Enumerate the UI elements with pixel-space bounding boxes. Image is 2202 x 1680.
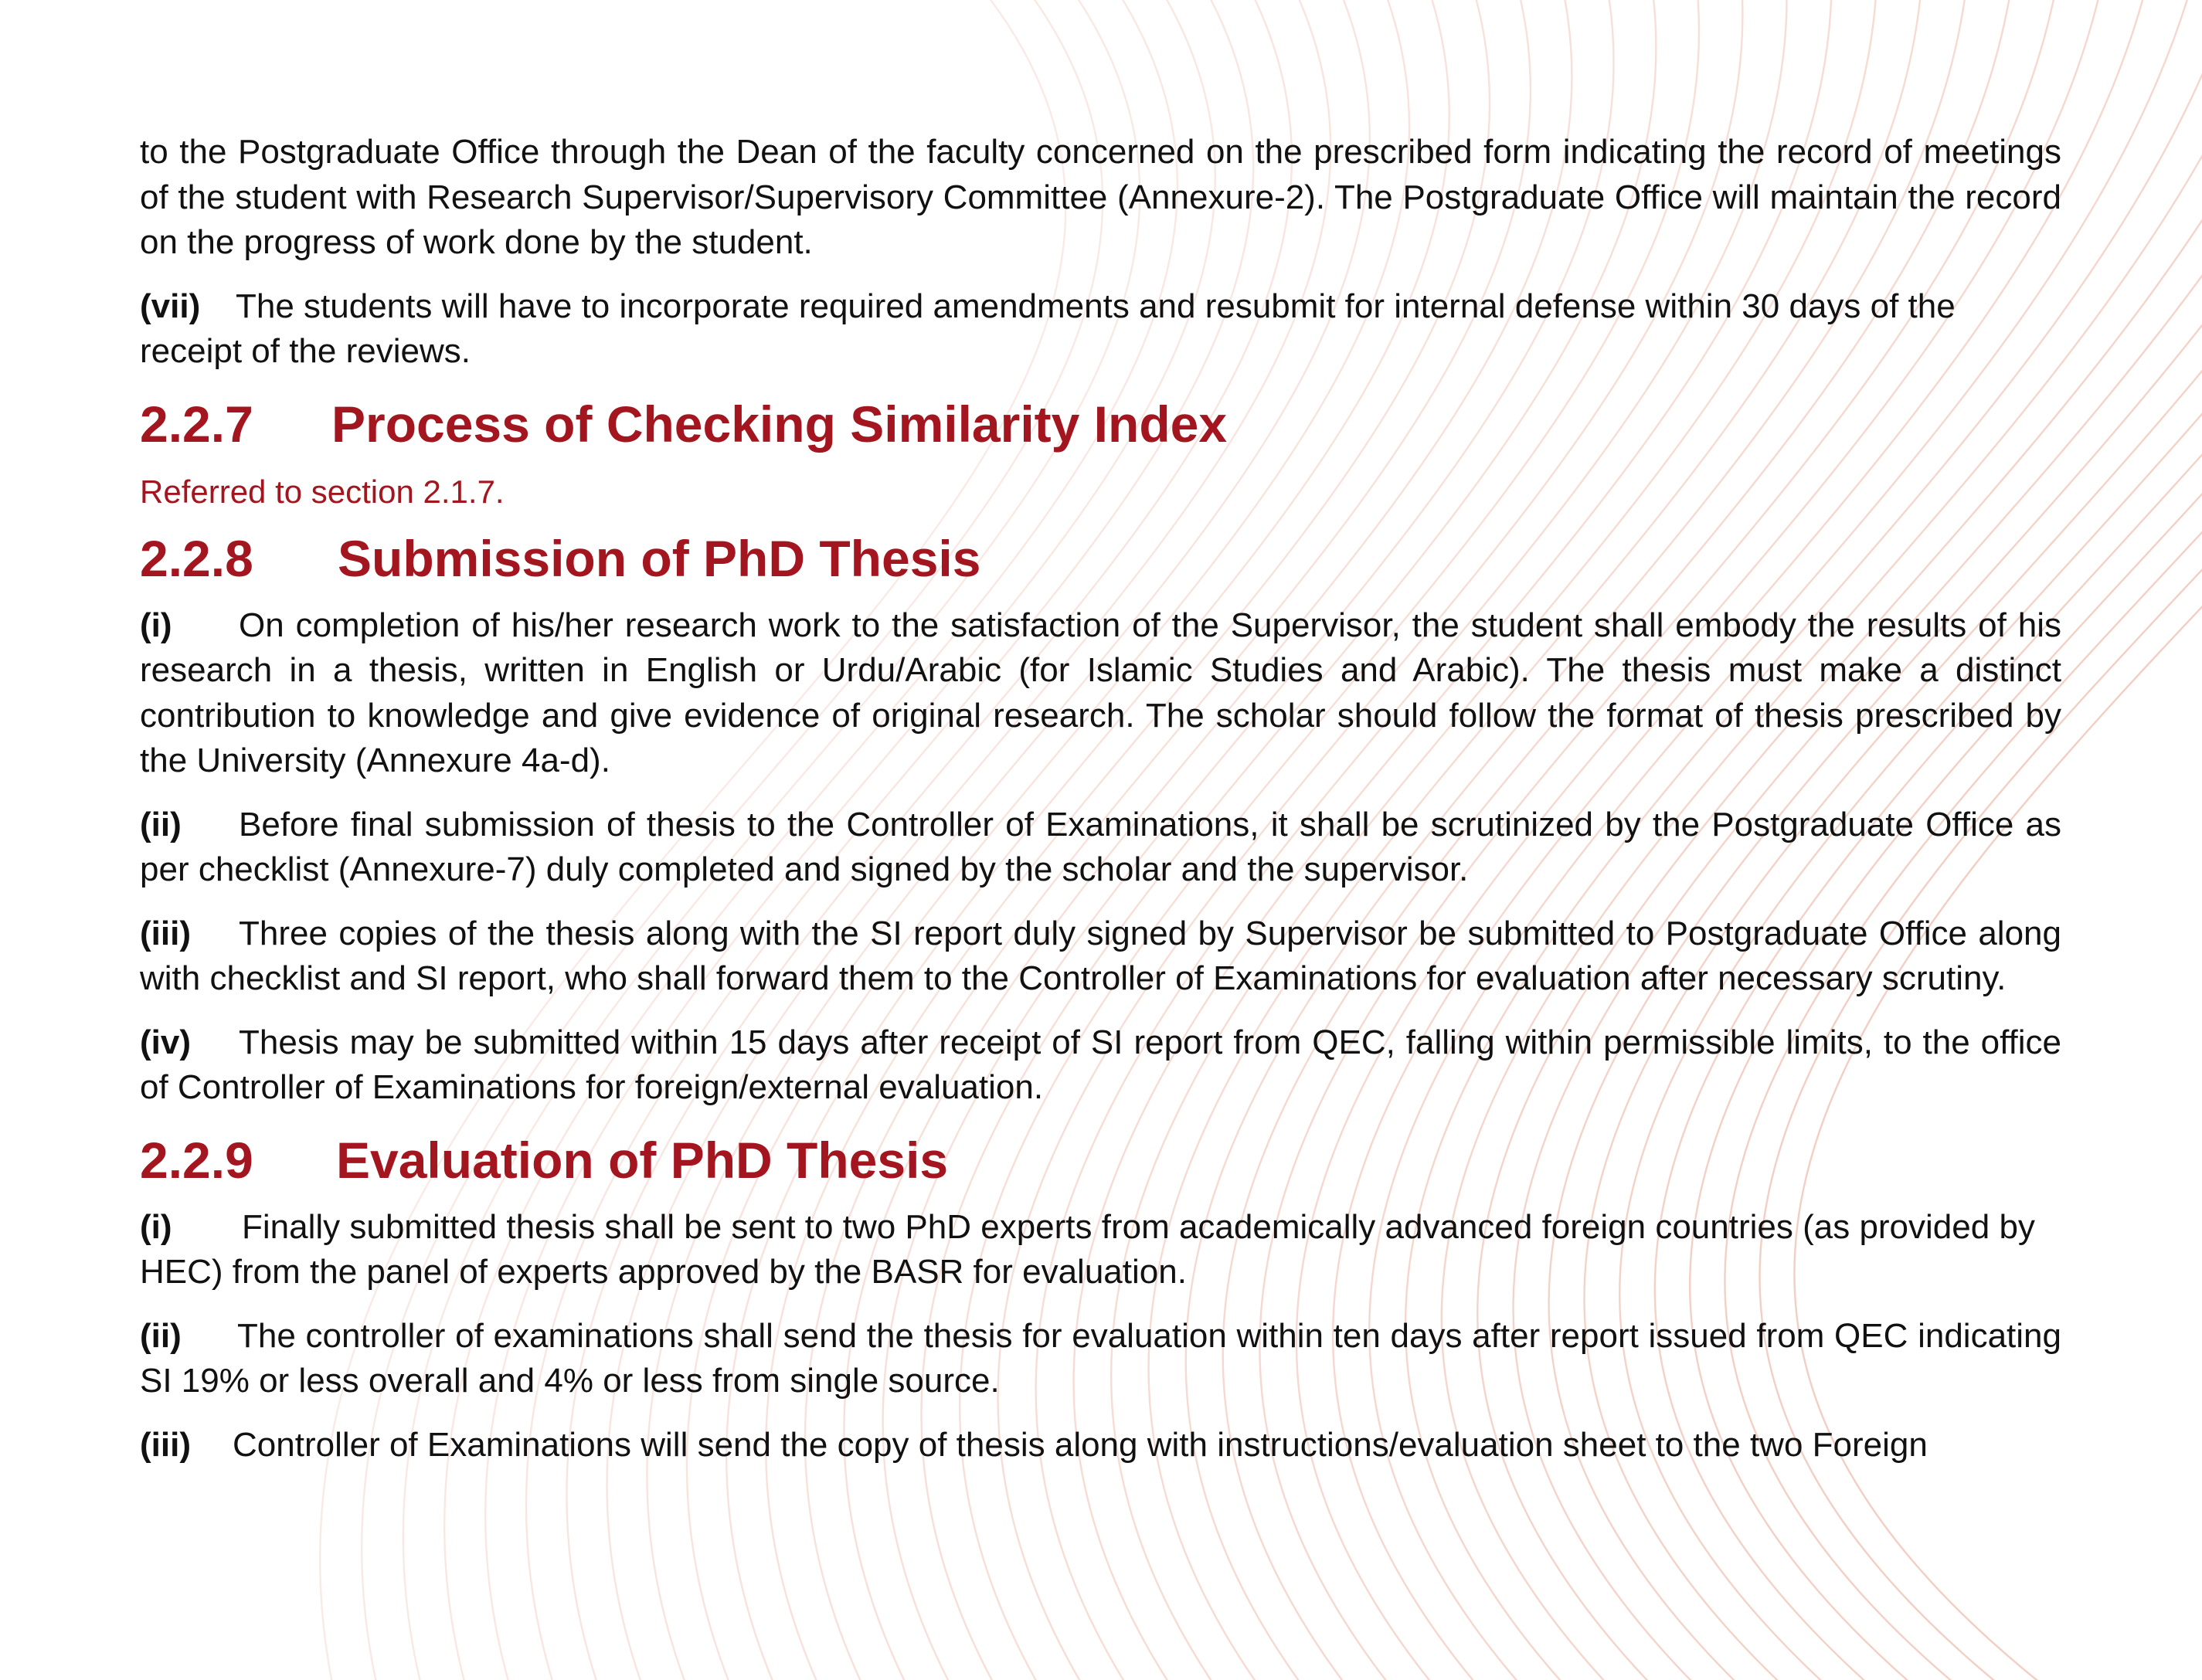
item-text: Controller of Examinations will send the copy of thesis along with instructions/evaluation sheet to the two Foreign (233, 1425, 1928, 1464)
section-heading-2-2-7 (140, 393, 2061, 455)
section-number: 2.2.8 (140, 529, 253, 587)
list-item-2-2-8-ii (140, 803, 2061, 893)
list-item-2-2-9-ii (140, 1314, 2061, 1404)
item-text: On completion of his/her research work to the satisfaction of the Supervisor, the student shall embody the results of his research in a thesis, written in English or Urdu/Arabic (for Islamic Studies and Arabic). The thesis must make a distinct contribution to knowledge and give evidence of original research. The scholar should follow the format of thesis prescribed by the University (Annexure 4a-d). (140, 606, 2061, 779)
section-heading-2-2-9 (140, 1129, 2061, 1191)
item-number: (i) (140, 606, 172, 644)
section-reference: Referred to section 2.1.7. (140, 473, 505, 510)
item-text: The students will have to incorporate required amendments and resubmit for internal defense within 30 days of the receipt of the reviews. (140, 287, 1956, 370)
paragraph-vii (140, 284, 2061, 375)
item-text: The controller of examinations shall send the thesis for evaluation within ten days after report issued from QEC indicating SI 19% or less overall and 4% or less from single source. (140, 1316, 2061, 1400)
item-number: (ii) (140, 1316, 182, 1355)
item-number: (ii) (140, 805, 182, 843)
item-text: Before final submission of thesis to the Controller of Examinations, it shall be scrutinized by the Postgraduate Office as per checklist (Annexure-7) duly completed and signed by the scholar and the supervisor. (140, 805, 2061, 888)
continued-paragraph (140, 130, 2061, 266)
item-number: (i) (140, 1207, 172, 1246)
list-item-2-2-9-iii (140, 1423, 2061, 1468)
item-text: Finally submitted thesis shall be sent to two PhD experts from academically advanced foreign countries (as provided by HEC) from the panel of experts approved by the BASR for evaluation. (140, 1207, 2035, 1291)
continued-paragraph-text: to the Postgraduate Office through the Dean of the faculty concerned on the prescribed form indicating the record of meetings of the student with Research Supervisor/Supervisory Committee (Annexure-2). The Postgraduate Office will maintain the record on the progress of work done by the student. (140, 133, 2061, 261)
section-title: Evaluation of PhD Thesis (336, 1131, 949, 1189)
item-number: (iv) (140, 1023, 191, 1061)
list-item-2-2-8-iv (140, 1020, 2061, 1111)
item-text: Thesis may be submitted within 15 days after receipt of SI report from QEC, falling within permissible limits, to the office of Controller of Examinations for foreign/external evaluation. (140, 1023, 2061, 1106)
list-item-2-2-8-i (140, 603, 2061, 784)
item-number: (iii) (140, 914, 191, 952)
section-title: Process of Checking Similarity Index (331, 395, 1228, 453)
section-heading-2-2-8 (140, 528, 2061, 589)
item-number: (vii) (140, 287, 201, 325)
section-title: Submission of PhD Thesis (338, 529, 981, 587)
section-number: 2.2.7 (140, 395, 253, 453)
list-item-2-2-8-iii (140, 911, 2061, 1002)
item-text: Three copies of the thesis along with the SI report duly signed by Supervisor be submitted to Postgraduate Office along with checklist and SI report, who shall forward them to the Controller of Examinations for evaluation after necessary scrutiny. (140, 914, 2061, 997)
item-number: (iii) (140, 1425, 191, 1464)
list-item-2-2-9-i (140, 1205, 2061, 1295)
document-page-content (140, 130, 2061, 1486)
section-number: 2.2.9 (140, 1131, 253, 1189)
